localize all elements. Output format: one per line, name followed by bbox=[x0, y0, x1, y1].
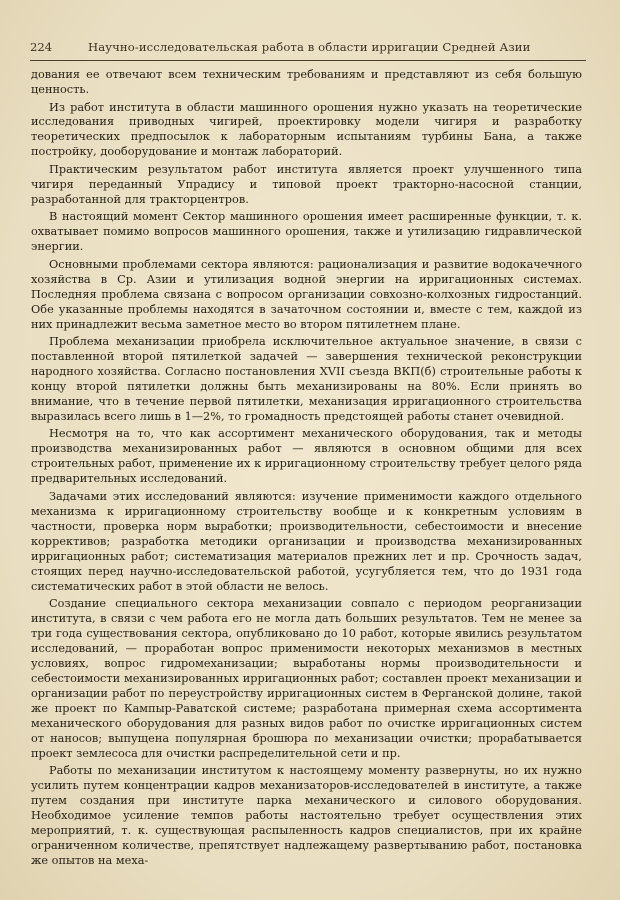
paragraph: Работы по механизации институтом к настоящему моменту развернуты, но их нужно усилить путем концентрации кадров механизаторов-исследователей в институте, а также путем создания при институте парка механического и силового оборудования. Необходимое усиление темпов работы настоятельно требует осуществления этих мероприятий, т. к. существующая распыленность кадров специалистов, при их крайне ограниченном количестве, препятствует надлежащему развертыванию работ, постановка же опытов на меха- bbox=[31, 764, 582, 867]
header-rule bbox=[30, 60, 586, 61]
paragraph: Задачами этих исследований являются: изучение применимости каждого отдельного механизма к ирригационному строительству вообще и к конкретным условиям в частности, проверка норм выработки; производительности, себестоимости и внесение коррективов; разработка методики организации и производства механизированных ирригационных работ; систематизация материалов прежних лет и пр. Срочность задач, стоящих перед научно-исследовательской работой, усугубляется тем, что до 1931 года систематических работ в этой области не велось. bbox=[31, 489, 582, 593]
body-text bbox=[31, 68, 582, 872]
paragraph: Проблема механизации приобрела исключительное актуальное значение, в связи с поставленной второй пятилеткой задачей — завершения технической реконструкции народного хозяйства. Согласно постановления XVII съезда ВКП(б) строительные работы к концу второй пятилетки должны быть механизированы на 80%. Если принять во внимание, что в течение первой пятилетки, механизация ирригационного строительства выразилась всего лишь в 1—2%, то громадность предстоящей работы станет очевидной. bbox=[31, 335, 582, 423]
paragraph: Из работ института в области машинного орошения нужно указать на теоретические исследования приводных чигирей, проектировку модели чигиря и разработку теоретических предпосылок к лабораторным испытаниям турбины Бана, а также постройку, дооборудование и монтаж лабораторий. bbox=[31, 100, 582, 159]
paragraph: Несмотря на то, что как ассортимент механического оборудования, так и методы производства механизированных работ — являются в основном общими для всех строительных работ, применение их к ирригационному строительству требует целого ряда предварительных исследований. bbox=[31, 427, 582, 486]
paragraph: Основными проблемами сектора являются: рационализация и развитие водокачечного хозяйства в Ср. Азии и утилизация водной энергии на ирригационных системах. Последняя проблема связана с вопросом организации совхозно-колхозных гидростанций. Обе указанные проблемы находятся в зачаточном состоянии и, вместе с тем, каждой из них принадлежит весьма заметное место во втором пятилетнем плане. bbox=[31, 257, 582, 331]
running-title: Научно-исследовательская работа в области ирригации Средней Азии bbox=[88, 40, 531, 54]
paragraph: Практическим результатом работ института является проект улучшенного типа чигиря переданный Упрадису и типовой проект тракторно-насосной станции, разработанной для тракторцентров. bbox=[31, 162, 582, 206]
paragraph: В настоящий момент Сектор машинного орошения имеет расширенные функции, т. к. охватывает помимо вопросов машинного орошения, также и утилизацию гидравлической энергии. bbox=[31, 210, 582, 254]
paragraph: дования ее отвечают всем техническим требованиям и представляют из себя большую ценность. bbox=[31, 68, 582, 96]
page-number: 224 bbox=[30, 40, 53, 54]
paragraph: Создание специального сектора механизации совпало с периодом реорганизации института, в связи с чем работа его не могла дать больших результатов. Тем не менее за три года существования сектора, опубликовано до 10 работ, которые явились результатом исследований, — проработан вопрос применимости некоторых механизмов в местных условиях, вопрос гидромеханизации; выработаны нормы производительности и себестоимости механизированных ирригационных работ; составлен проект механизации и организации работ по переустройству ирригационных систем в Ферганской долине, такой же проект по Кампыр-Раватской системе; разработана примерная схема ассортимента механического оборудования для разных видов работ по очистке ирригационных систем от наносов; выпущена популярная брошюра по механизации очистки; прорабатывается проект землесоса для очистки распределительной сети и пр. bbox=[31, 597, 582, 760]
running-header bbox=[30, 40, 580, 54]
